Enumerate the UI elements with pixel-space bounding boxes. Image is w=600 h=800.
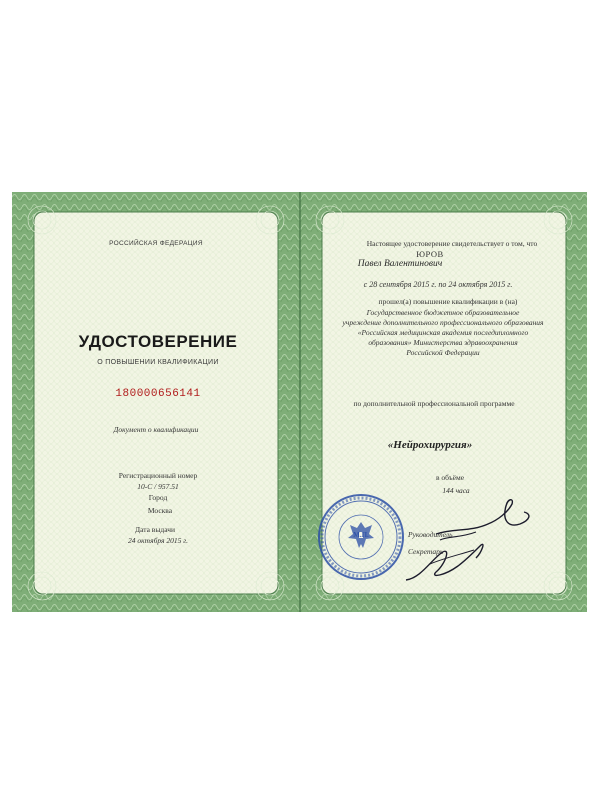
training-period: с 28 сентября 2015 г. по 24 октября 2015 г. xyxy=(363,280,513,289)
signature-image xyxy=(400,492,540,587)
secretary-label: Секретарь xyxy=(408,547,444,556)
serial-number: 180000656141 xyxy=(115,388,201,400)
registration-number-label: Регистрационный номер xyxy=(118,471,198,480)
left-page xyxy=(12,192,300,612)
head-label: Руководитель xyxy=(408,530,453,539)
document-title: УДОСТОВЕРЕНИЕ xyxy=(78,332,238,351)
volume-value: 144 часа xyxy=(442,486,470,495)
stamp-mark: М.П. xyxy=(353,531,369,539)
city-value: Москва xyxy=(147,506,173,515)
right-page xyxy=(300,192,587,612)
institution-line: Российской Федерации xyxy=(406,348,480,357)
institution-line: учреждение дополнительного профессионального образования xyxy=(342,318,544,327)
city-label: Город xyxy=(148,493,168,502)
issue-date-label: Дата выдачи xyxy=(134,525,176,534)
holder-given-names: Павел Валентинович xyxy=(357,259,443,269)
issue-date-value: 24 октября 2015 г. xyxy=(128,536,188,545)
institution-name xyxy=(313,308,573,358)
institution-line: Государственное бюджетное образовательное xyxy=(366,308,520,317)
institution-line: «Российская медицинская академия последипломного xyxy=(357,328,529,337)
certificate xyxy=(12,192,587,612)
institution-line: образования» Министерства здравоохранения xyxy=(368,338,518,347)
document-subtitle: О ПОВЫШЕНИИ КВАЛИФИКАЦИИ xyxy=(97,359,219,366)
holder-surname: ЮРОВ xyxy=(416,249,444,259)
program-name: «Нейрохирургия» xyxy=(387,439,473,451)
registration-number-value: 10-С / 957.51 xyxy=(137,482,179,491)
certificate-intro: Настоящее удостоверение свидетельствует о том, что xyxy=(366,239,538,248)
program-label: по дополнительной профессиональной программе xyxy=(353,399,515,408)
passed-training-label: прошел(а) повышение квалификации в (на) xyxy=(378,297,518,306)
volume-label: в объёме xyxy=(435,473,465,482)
document-type: Документ о квалификации xyxy=(113,425,199,434)
country-label: РОССИЙСКАЯ ФЕДЕРАЦИЯ xyxy=(109,240,203,247)
